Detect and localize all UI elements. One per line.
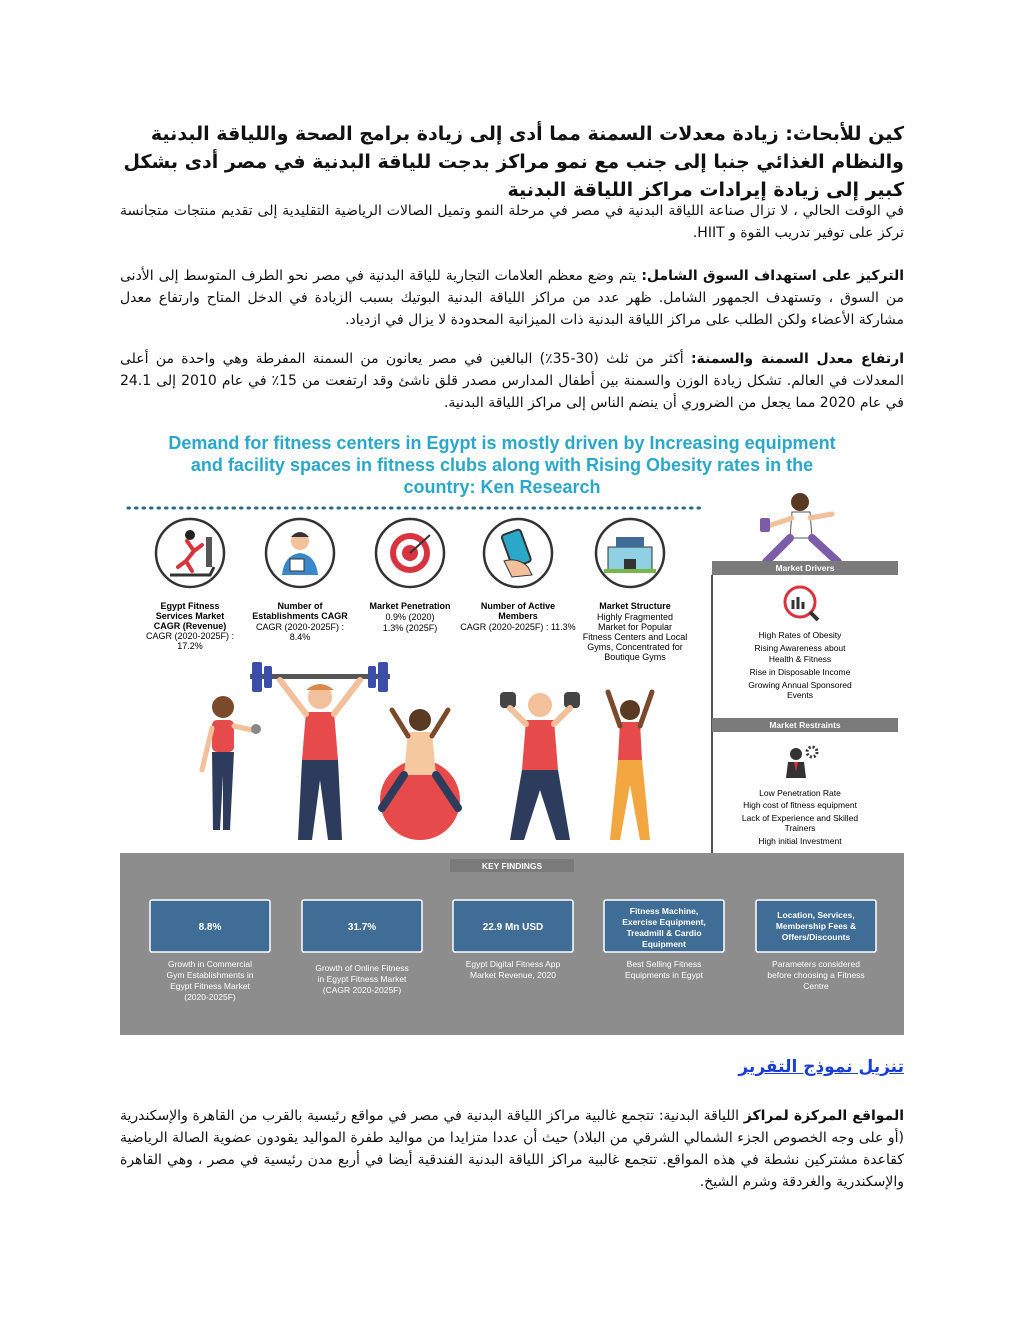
paragraph-body: اللياقة البدنية: تتجمع غالبية مراكز اللياقة البدنية في مصر في مواقع رئيسية بالقرب من القاهرة والإسكندرية (أو على وجه الخصوص الجزء الشمالي الشرقي من البلاد) حيث أن عددا متزايدا من مواليد طفرة المواليد يقودون عضوية الصالة الرياضية كقاعدة مشتركين نشطة في هذه المواقع. تتجمع غالبية مراكز اللياقة البدنية الفندقية أيضا في أربع مدن رئيسية في مصر ، وهي القاهرة والإسكندرية والغردقة وشرم الشيخ. bbox=[120, 1108, 904, 1190]
metric-label: Egypt Fitness bbox=[160, 601, 220, 611]
finding-description: Gym Establishments in bbox=[166, 970, 254, 980]
finding-description: in Egypt Fitness Market bbox=[317, 974, 407, 984]
metric-value: Fitness Centers and Local bbox=[582, 632, 688, 642]
metric-value: Boutique Gyms bbox=[604, 652, 666, 662]
finding-description: Market Revenue, 2020 bbox=[470, 970, 556, 980]
restraint-item: High cost of fitness equipment bbox=[743, 800, 857, 810]
download-sample-link[interactable]: تنزيل نموذج التقرير bbox=[738, 1057, 904, 1077]
finding-card bbox=[756, 900, 876, 991]
finding-description: (2020-2025F) bbox=[184, 992, 236, 1002]
metric-label: Market Structure bbox=[599, 601, 671, 611]
metric-value: Market for Popular bbox=[597, 622, 673, 632]
finding-value: Location, Services, bbox=[777, 910, 855, 920]
paragraph-heading: التركيز على استهداف السوق الشامل: bbox=[641, 268, 905, 284]
infographic-title-line3: country: Ken Research bbox=[403, 477, 601, 497]
metric-label: Members bbox=[498, 611, 538, 621]
driver-item: Events bbox=[787, 690, 813, 700]
driver-item: Health & Fitness bbox=[768, 654, 832, 664]
driver-item: Rising Awareness about bbox=[754, 643, 846, 653]
restraint-item: High initial Investment bbox=[758, 836, 842, 846]
finding-value: Treadmill & Cardio bbox=[626, 928, 702, 938]
obesity-chart-icon bbox=[785, 587, 818, 620]
metric-label: Market Penetration bbox=[369, 601, 451, 611]
paragraph-heading: ارتفاع معدل السمنة والسمنة: bbox=[690, 351, 904, 367]
metric-label: Number of Active bbox=[480, 601, 556, 611]
paragraph-intro: في الوقت الحالي ، لا تزال صناعة اللياقة البدنية في مصر في مرحلة النمو وتميل الصالات الرياضية التقليدية إلى تقديم منتجات متجانسة تركز على توفير تدريب القوة و HIIT. bbox=[120, 203, 904, 241]
metric-value: CAGR (2020-2025F) : bbox=[255, 622, 345, 632]
phone-app-icon bbox=[484, 519, 552, 587]
finding-description: Egypt Fitness Market bbox=[170, 981, 250, 991]
finding-description: Growth in Commercial bbox=[167, 959, 253, 969]
restraint-item: Lack of Experience and Skilled bbox=[741, 813, 859, 823]
driver-item: High Rates of Obesity bbox=[758, 630, 842, 640]
paragraph-heading: المواقع المركزة لمراكز bbox=[743, 1108, 905, 1124]
paragraph-obesity bbox=[120, 348, 904, 414]
driver-item: Growing Annual Sponsored bbox=[748, 680, 852, 690]
paragraph-locations bbox=[120, 1105, 904, 1193]
restraint-item: Trainers bbox=[784, 823, 816, 833]
metric-value: CAGR (2020-2025F) : bbox=[145, 631, 235, 641]
paragraph-mass-market bbox=[120, 265, 904, 331]
finding-card bbox=[453, 900, 573, 980]
metric-label: Number of bbox=[277, 601, 323, 611]
finding-value: 8.8% bbox=[198, 922, 222, 933]
key-findings-title: KEY FINDINGS bbox=[481, 861, 543, 871]
article-title: كين للأبحاث: زيادة معدلات السمنة مما أدى إلى زيادة برامج الصحة واللياقة البدنية والنظام الغذائي جنبا إلى جنب مع نمو مراكز بدجت للياقة البدنية في مصر أدى بشكل كبير إلى زيادة إيرادات مراكز اللياقة البدنية bbox=[123, 123, 904, 201]
treadmill-icon bbox=[156, 519, 224, 587]
paragraph-body: أكثر من ثلث (30-35٪) البالغين في مصر يعانون من السمنة المفرطة وهي واحدة من أعلى المعدلات في العالم. تشكل زيادة الوزن والسمنة بين أطفال المدارس مصدر قلق ناشئ وقد ارتفعت من 15٪ في عام 2010 إلى 24.1 في عام 2020 مما يجعل من الضروري أن ينضم الناس إلى مراكز اللياقة البدنية. bbox=[120, 351, 904, 411]
finding-description: Centre bbox=[803, 981, 829, 991]
finding-value: Exercise Equipment, bbox=[622, 917, 706, 927]
restraint-item: Low Penetration Rate bbox=[759, 788, 841, 798]
driver-item: Rise in Disposable Income bbox=[749, 667, 851, 677]
finding-description: Best Selling Fitness bbox=[626, 959, 702, 969]
finding-description: (CAGR 2020-2025F) bbox=[322, 985, 402, 995]
metric-value: 17.2% bbox=[177, 641, 203, 651]
market-drivers-title: Market Drivers bbox=[775, 563, 835, 573]
metric-value: Gyms, Concentrated for bbox=[587, 642, 683, 652]
infographic-title-line2: and facility spaces in fitness clubs along with Rising Obesity rates in the bbox=[190, 455, 814, 475]
metric-value: 0.9% (2020) bbox=[385, 612, 435, 622]
metric-value: Highly Fragmented bbox=[596, 612, 674, 622]
finding-description: Growth of Online Fitness bbox=[315, 963, 409, 973]
metric-value: 8.4% bbox=[289, 632, 311, 642]
metric-label: CAGR (Revenue) bbox=[153, 621, 227, 631]
finding-description: Equipments in Egypt bbox=[625, 970, 703, 980]
metric-label: Establishments CAGR bbox=[252, 611, 348, 621]
finding-value: Membership Fees & bbox=[775, 921, 857, 931]
key-findings-panel bbox=[120, 853, 904, 1035]
market-restraints-title: Market Restraints bbox=[769, 720, 841, 730]
finding-value: 22.9 Mn USD bbox=[482, 922, 544, 933]
infographic-title-line1: Demand for fitness centers in Egypt is mostly driven by Increasing equipment bbox=[168, 433, 836, 453]
metric-label: Services Market bbox=[155, 611, 225, 621]
infographic bbox=[120, 430, 904, 1035]
metric-value: CAGR (2020-2025F) : 11.3% bbox=[460, 622, 576, 632]
finding-value: Equipment bbox=[642, 939, 686, 949]
finding-description: Egypt Digital Fitness App bbox=[465, 959, 561, 969]
trainer-icon bbox=[266, 519, 334, 587]
finding-value: Offers/Discounts bbox=[781, 932, 851, 942]
finding-value: Fitness Machine, bbox=[629, 906, 699, 916]
target-icon bbox=[376, 519, 444, 587]
finding-description: Parameters considered bbox=[772, 959, 860, 969]
finding-value: 31.7% bbox=[347, 922, 377, 933]
finding-description: before choosing a Fitness bbox=[767, 970, 865, 980]
metric-value: 1.3% (2025F) bbox=[382, 623, 438, 633]
finding-card bbox=[302, 900, 422, 995]
paragraph-body: يتم وضع معظم العلامات التجارية للياقة البدنية في مصر نحو الطرف المتوسط إلى الأدنى من السوق ، وتستهدف الجمهور الشامل. ظهر عدد من مراكز اللياقة البدنية البوتيك بسبب الزيادة في الدخل المتاح وارتفاع معدل مشاركة الأعضاء ولكن الطلب على مراكز اللياقة البدنية ذات الميزانية المحدودة لا يزال في ازدياد. bbox=[120, 268, 904, 328]
building-icon bbox=[596, 519, 664, 587]
